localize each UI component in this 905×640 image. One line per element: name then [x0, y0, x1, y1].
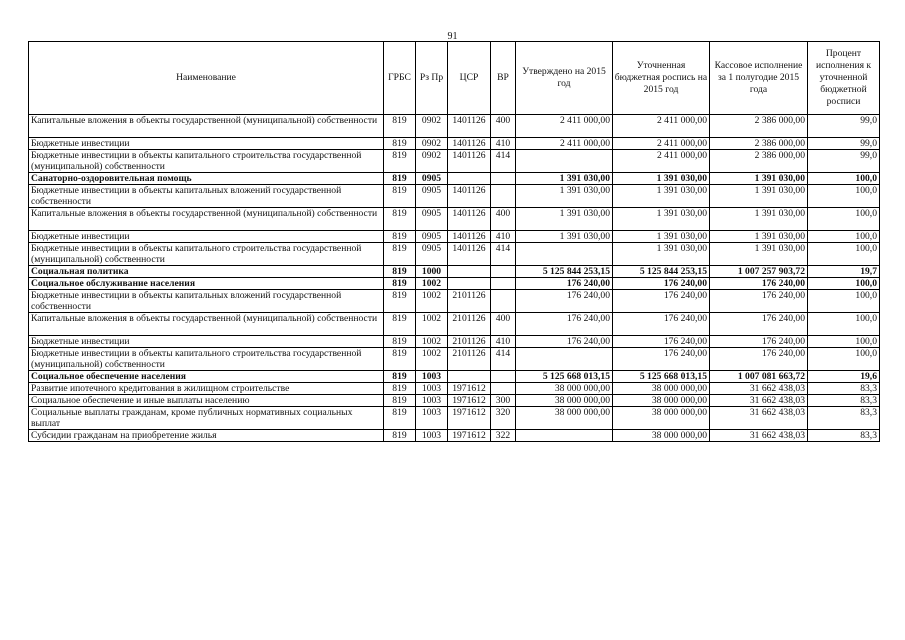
cell-percent: 19,7 — [808, 266, 880, 278]
table-row — [29, 278, 880, 290]
cell-approved: 38 000 000,00 — [516, 395, 613, 407]
cell-rzpr: 0902 — [416, 138, 448, 150]
cell-grbs: 819 — [384, 138, 416, 150]
cell-vr: 414 — [491, 150, 516, 173]
cell-csr — [448, 278, 491, 290]
cell-rzpr: 1003 — [416, 407, 448, 430]
cell-rzpr: 1000 — [416, 266, 448, 278]
cell-percent: 100,0 — [808, 348, 880, 371]
header-grbs: ГРБС — [384, 42, 416, 115]
cell-csr: 2101126 — [448, 290, 491, 313]
cell-percent: 100,0 — [808, 185, 880, 208]
cell-name: Бюджетные инвестиции — [29, 231, 384, 243]
cell-vr: 414 — [491, 348, 516, 371]
cell-refined: 2 411 000,00 — [613, 138, 710, 150]
cell-name: Бюджетные инвестиции в объекты капитального строительства государственной (муниципальной) собственности — [29, 150, 384, 173]
cell-vr: 410 — [491, 336, 516, 348]
cell-csr: 2101126 — [448, 348, 491, 371]
header-refined: Уточненная бюджетная роспись на 2015 год — [613, 42, 710, 115]
header-percent: Процент исполнения к уточненной бюджетной росписи — [808, 42, 880, 115]
cell-csr: 1401126 — [448, 243, 491, 266]
cell-grbs: 819 — [384, 173, 416, 185]
cell-name: Бюджетные инвестиции в объекты капитальных вложений государственной собственности — [29, 185, 384, 208]
cell-cash: 31 662 438,03 — [710, 430, 808, 442]
cell-grbs: 819 — [384, 266, 416, 278]
cell-percent: 100,0 — [808, 336, 880, 348]
cell-cash: 31 662 438,03 — [710, 395, 808, 407]
table-row — [29, 290, 880, 313]
cell-percent: 99,0 — [808, 138, 880, 150]
cell-cash: 176 240,00 — [710, 348, 808, 371]
table-row — [29, 231, 880, 243]
cell-vr: 322 — [491, 430, 516, 442]
cell-cash: 1 391 030,00 — [710, 173, 808, 185]
cell-name: Социальные выплаты гражданам, кроме публичных нормативных социальных выплат — [29, 407, 384, 430]
cell-vr: 410 — [491, 231, 516, 243]
cell-vr: 410 — [491, 138, 516, 150]
cell-percent: 83,3 — [808, 430, 880, 442]
cell-refined: 1 391 030,00 — [613, 185, 710, 208]
table-row — [29, 395, 880, 407]
cell-percent: 83,3 — [808, 395, 880, 407]
cell-cash: 31 662 438,03 — [710, 407, 808, 430]
cell-approved: 5 125 844 253,15 — [516, 266, 613, 278]
header-approved: Утверждено на 2015 год — [516, 42, 613, 115]
cell-grbs: 819 — [384, 383, 416, 395]
cell-percent: 100,0 — [808, 208, 880, 231]
cell-name: Социальная политика — [29, 266, 384, 278]
cell-rzpr: 1003 — [416, 371, 448, 383]
cell-name: Социальное обслуживание населения — [29, 278, 384, 290]
cell-rzpr: 1002 — [416, 290, 448, 313]
cell-percent: 100,0 — [808, 313, 880, 336]
cell-refined: 38 000 000,00 — [613, 407, 710, 430]
cell-rzpr: 0902 — [416, 115, 448, 138]
cell-vr — [491, 371, 516, 383]
cell-cash: 176 240,00 — [710, 336, 808, 348]
cell-vr — [491, 290, 516, 313]
table-row — [29, 336, 880, 348]
cell-grbs: 819 — [384, 185, 416, 208]
cell-refined: 1 391 030,00 — [613, 243, 710, 266]
cell-vr — [491, 266, 516, 278]
cell-refined: 176 240,00 — [613, 290, 710, 313]
cell-csr: 2101126 — [448, 336, 491, 348]
cell-approved: 5 125 668 013,15 — [516, 371, 613, 383]
table-body — [29, 115, 880, 442]
cell-approved: 176 240,00 — [516, 278, 613, 290]
cell-cash: 1 391 030,00 — [710, 185, 808, 208]
cell-vr: 320 — [491, 407, 516, 430]
header-rzpr: Рз Пр — [416, 42, 448, 115]
cell-csr: 1401126 — [448, 138, 491, 150]
cell-grbs: 819 — [384, 313, 416, 336]
cell-percent: 99,0 — [808, 150, 880, 173]
cell-approved — [516, 348, 613, 371]
cell-cash: 176 240,00 — [710, 313, 808, 336]
cell-csr: 1971612 — [448, 407, 491, 430]
cell-name: Бюджетные инвестиции в объекты капитальных вложений государственной собственности — [29, 290, 384, 313]
cell-percent: 100,0 — [808, 290, 880, 313]
cell-grbs: 819 — [384, 395, 416, 407]
table-row — [29, 138, 880, 150]
table-row — [29, 115, 880, 138]
cell-approved: 38 000 000,00 — [516, 407, 613, 430]
cell-rzpr: 0905 — [416, 185, 448, 208]
cell-refined: 38 000 000,00 — [613, 383, 710, 395]
cell-csr — [448, 266, 491, 278]
cell-refined: 176 240,00 — [613, 348, 710, 371]
cell-vr: 400 — [491, 313, 516, 336]
cell-approved: 2 411 000,00 — [516, 115, 613, 138]
cell-vr — [491, 185, 516, 208]
cell-name: Бюджетные инвестиции в объекты капитального строительства государственной (муниципальной) собственности — [29, 348, 384, 371]
cell-cash: 176 240,00 — [710, 290, 808, 313]
cell-rzpr: 0905 — [416, 243, 448, 266]
cell-vr — [491, 278, 516, 290]
cell-csr — [448, 371, 491, 383]
cell-grbs: 819 — [384, 243, 416, 266]
cell-name: Субсидии гражданам на приобретение жилья — [29, 430, 384, 442]
cell-grbs: 819 — [384, 278, 416, 290]
cell-approved: 1 391 030,00 — [516, 173, 613, 185]
table-row — [29, 371, 880, 383]
cell-rzpr: 1003 — [416, 395, 448, 407]
cell-cash: 2 386 000,00 — [710, 138, 808, 150]
cell-refined: 2 411 000,00 — [613, 115, 710, 138]
table-header — [29, 42, 880, 115]
cell-name: Развитие ипотечного кредитования в жилищном строительстве — [29, 383, 384, 395]
cell-approved: 176 240,00 — [516, 290, 613, 313]
cell-grbs: 819 — [384, 407, 416, 430]
cell-grbs: 819 — [384, 336, 416, 348]
cell-approved: 176 240,00 — [516, 313, 613, 336]
cell-grbs: 819 — [384, 430, 416, 442]
header-csr: ЦСР — [448, 42, 491, 115]
cell-refined: 38 000 000,00 — [613, 430, 710, 442]
cell-approved — [516, 150, 613, 173]
cell-cash: 1 391 030,00 — [710, 243, 808, 266]
cell-rzpr: 1002 — [416, 348, 448, 371]
cell-refined: 2 411 000,00 — [613, 150, 710, 173]
cell-approved: 1 391 030,00 — [516, 185, 613, 208]
cell-percent: 100,0 — [808, 243, 880, 266]
cell-approved: 1 391 030,00 — [516, 231, 613, 243]
cell-percent: 83,3 — [808, 407, 880, 430]
cell-cash: 1 007 257 903,72 — [710, 266, 808, 278]
table-row — [29, 243, 880, 266]
cell-name: Бюджетные инвестиции в объекты капитального строительства государственной (муниципальной) собственности — [29, 243, 384, 266]
cell-rzpr: 0905 — [416, 231, 448, 243]
cell-percent: 19,6 — [808, 371, 880, 383]
cell-rzpr: 1003 — [416, 430, 448, 442]
cell-percent: 99,0 — [808, 115, 880, 138]
cell-vr — [491, 383, 516, 395]
cell-percent: 100,0 — [808, 231, 880, 243]
cell-approved: 176 240,00 — [516, 336, 613, 348]
header-vr: ВР — [491, 42, 516, 115]
cell-name: Санаторно-оздоровительная помощь — [29, 173, 384, 185]
cell-refined: 176 240,00 — [613, 313, 710, 336]
cell-percent: 100,0 — [808, 278, 880, 290]
cell-csr: 1971612 — [448, 395, 491, 407]
cell-rzpr: 0905 — [416, 173, 448, 185]
table-row — [29, 407, 880, 430]
cell-grbs: 819 — [384, 208, 416, 231]
cell-approved — [516, 243, 613, 266]
cell-cash: 2 386 000,00 — [710, 150, 808, 173]
cell-rzpr: 1002 — [416, 313, 448, 336]
cell-csr: 1401126 — [448, 150, 491, 173]
cell-csr: 1401126 — [448, 231, 491, 243]
cell-vr: 400 — [491, 115, 516, 138]
cell-name: Бюджетные инвестиции — [29, 138, 384, 150]
cell-cash: 1 391 030,00 — [710, 231, 808, 243]
header-name: Наименование — [29, 42, 384, 115]
cell-rzpr: 0905 — [416, 208, 448, 231]
cell-csr: 2101126 — [448, 313, 491, 336]
table-row — [29, 348, 880, 371]
cell-vr: 414 — [491, 243, 516, 266]
cell-name: Капитальные вложения в объекты государственной (муниципальной) собственности — [29, 313, 384, 336]
cell-rzpr: 1002 — [416, 336, 448, 348]
cell-cash: 1 391 030,00 — [710, 208, 808, 231]
cell-csr: 1971612 — [448, 430, 491, 442]
cell-csr: 1401126 — [448, 208, 491, 231]
cell-name: Социальное обеспечение и иные выплаты населению — [29, 395, 384, 407]
table-row — [29, 208, 880, 231]
cell-name: Капитальные вложения в объекты государственной (муниципальной) собственности — [29, 208, 384, 231]
cell-refined: 5 125 844 253,15 — [613, 266, 710, 278]
cell-percent: 100,0 — [808, 173, 880, 185]
cell-refined: 1 391 030,00 — [613, 173, 710, 185]
cell-refined: 176 240,00 — [613, 336, 710, 348]
cell-vr: 400 — [491, 208, 516, 231]
cell-grbs: 819 — [384, 231, 416, 243]
cell-approved: 38 000 000,00 — [516, 383, 613, 395]
table-row — [29, 313, 880, 336]
header-cash: Кассовое исполнение за 1 полугодие 2015 года — [710, 42, 808, 115]
cell-cash: 176 240,00 — [710, 278, 808, 290]
cell-csr: 1401126 — [448, 115, 491, 138]
cell-csr: 1971612 — [448, 383, 491, 395]
table-row — [29, 150, 880, 173]
cell-approved: 2 411 000,00 — [516, 138, 613, 150]
budget-table — [28, 41, 880, 442]
cell-grbs: 819 — [384, 150, 416, 173]
cell-vr — [491, 173, 516, 185]
cell-refined: 1 391 030,00 — [613, 208, 710, 231]
cell-refined: 176 240,00 — [613, 278, 710, 290]
cell-rzpr: 1003 — [416, 383, 448, 395]
table-row — [29, 173, 880, 185]
cell-refined: 5 125 668 013,15 — [613, 371, 710, 383]
page-number: 91 — [447, 31, 458, 42]
cell-approved: 1 391 030,00 — [516, 208, 613, 231]
cell-refined: 1 391 030,00 — [613, 231, 710, 243]
cell-rzpr: 0902 — [416, 150, 448, 173]
table-row — [29, 266, 880, 278]
cell-name: Социальное обеспечение населения — [29, 371, 384, 383]
cell-csr — [448, 173, 491, 185]
cell-name: Бюджетные инвестиции — [29, 336, 384, 348]
table-row — [29, 430, 880, 442]
table-row — [29, 383, 880, 395]
cell-refined: 38 000 000,00 — [613, 395, 710, 407]
cell-approved — [516, 430, 613, 442]
cell-grbs: 819 — [384, 115, 416, 138]
table-row — [29, 185, 880, 208]
cell-cash: 2 386 000,00 — [710, 115, 808, 138]
cell-grbs: 819 — [384, 290, 416, 313]
cell-grbs: 819 — [384, 348, 416, 371]
cell-vr: 300 — [491, 395, 516, 407]
cell-cash: 1 007 081 663,72 — [710, 371, 808, 383]
cell-rzpr: 1002 — [416, 278, 448, 290]
cell-percent: 83,3 — [808, 383, 880, 395]
cell-csr: 1401126 — [448, 185, 491, 208]
cell-name: Капитальные вложения в объекты государственной (муниципальной) собственности — [29, 115, 384, 138]
cell-grbs: 819 — [384, 371, 416, 383]
cell-cash: 31 662 438,03 — [710, 383, 808, 395]
